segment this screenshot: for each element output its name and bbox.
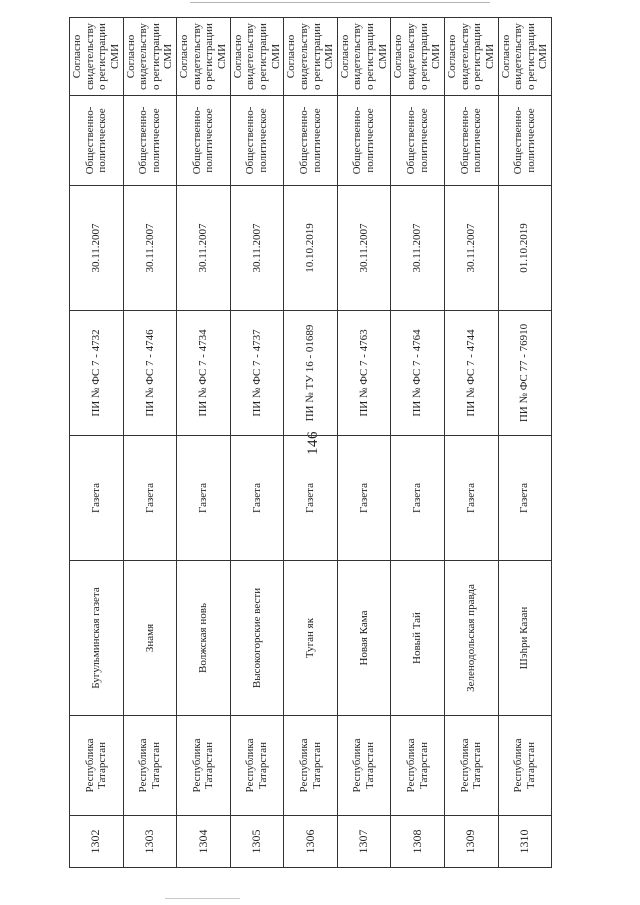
- registration-date-cell: 30.11.2007: [123, 186, 177, 311]
- table-row: [230, 18, 284, 868]
- region-cell: Республика Татарстан: [70, 716, 124, 816]
- registration-date-cell: 30.11.2007: [70, 186, 124, 311]
- topic-cell: Общественно-политическое: [123, 96, 177, 186]
- topic-cell: Общественно-политическое: [444, 96, 498, 186]
- region-cell: Республика Татарстан: [284, 716, 338, 816]
- registration-date-cell: 30.11.2007: [391, 186, 445, 311]
- publication-name-cell: Волжская новь: [177, 561, 231, 716]
- topic-cell: Общественно-политическое: [337, 96, 391, 186]
- table-body: [70, 18, 552, 868]
- registration-number-cell: ПИ № ФС 7 - 4737: [230, 311, 284, 436]
- registry-table-rotated: [69, 18, 550, 868]
- media-type-cell: Газета: [177, 436, 231, 561]
- media-type-cell: Газета: [444, 436, 498, 561]
- row-number: 1303: [123, 816, 177, 868]
- region-cell: Республика Татарстан: [123, 716, 177, 816]
- registration-date-cell: 10.10.2019: [284, 186, 338, 311]
- registration-date-cell: 30.11.2007: [444, 186, 498, 311]
- region-cell: Республика Татарстан: [177, 716, 231, 816]
- registration-number-cell: ПИ № ФС 7 - 4734: [177, 311, 231, 436]
- topic-cell: Общественно-политическое: [391, 96, 445, 186]
- media-type-cell: Газета: [284, 436, 338, 561]
- registration-number-cell: ПИ № ТУ 16 - 01689: [284, 311, 338, 436]
- table-row: [123, 18, 177, 868]
- media-type-cell: Газета: [70, 436, 124, 561]
- media-type-cell: Газета: [230, 436, 284, 561]
- row-number: 1310: [498, 816, 552, 868]
- bottom-edge-rule: [165, 898, 240, 899]
- row-number: 1302: [70, 816, 124, 868]
- registration-number-cell: ПИ № ФС 7 - 4763: [337, 311, 391, 436]
- media-type-cell: Газета: [337, 436, 391, 561]
- registration-date-cell: 01.10.2019: [498, 186, 552, 311]
- topic-cell: Общественно-политическое: [230, 96, 284, 186]
- media-type-cell: Газета: [391, 436, 445, 561]
- table-row: [337, 18, 391, 868]
- registration-number-cell: ПИ № ФС 77 - 76910: [498, 311, 552, 436]
- row-number: 1304: [177, 816, 231, 868]
- row-number: 1306: [284, 816, 338, 868]
- topic-cell: Общественно-политическое: [70, 96, 124, 186]
- registration-number-cell: ПИ № ФС 7 - 4732: [70, 311, 124, 436]
- region-cell: Республика Татарстан: [337, 716, 391, 816]
- registration-date-cell: 30.11.2007: [337, 186, 391, 311]
- row-number: 1308: [391, 816, 445, 868]
- publication-name-cell: Новый Тай: [391, 561, 445, 716]
- basis-cell: Согласно свидетельству о регистрации СМИ: [284, 18, 338, 96]
- publication-name-cell: Бугульминская газета: [70, 561, 124, 716]
- top-edge-rule: [190, 2, 490, 3]
- row-number: 1309: [444, 816, 498, 868]
- registration-date-cell: 30.11.2007: [177, 186, 231, 311]
- region-cell: Республика Татарстан: [230, 716, 284, 816]
- table-row: [498, 18, 552, 868]
- table-row: [391, 18, 445, 868]
- publication-name-cell: Высокогорские вести: [230, 561, 284, 716]
- region-cell: Республика Татарстан: [498, 716, 552, 816]
- table-row: [444, 18, 498, 868]
- registration-number-cell: ПИ № ФС 7 - 4744: [444, 311, 498, 436]
- registry-table: [69, 17, 552, 868]
- basis-cell: Согласно свидетельству о регистрации СМИ: [70, 18, 124, 96]
- publication-name-cell: Зеленодольская правда: [444, 561, 498, 716]
- table-row: [177, 18, 231, 868]
- publication-name-cell: Знамя: [123, 561, 177, 716]
- publication-name-cell: Шэhри Казан: [498, 561, 552, 716]
- page-number: 146: [305, 431, 321, 455]
- basis-cell: Согласно свидетельству о регистрации СМИ: [230, 18, 284, 96]
- basis-cell: Согласно свидетельству о регистрации СМИ: [444, 18, 498, 96]
- basis-cell: Согласно свидетельству о регистрации СМИ: [177, 18, 231, 96]
- registration-number-cell: ПИ № ФС 7 - 4764: [391, 311, 445, 436]
- table-row: [284, 18, 338, 868]
- topic-cell: Общественно-политическое: [498, 96, 552, 186]
- table-row: [70, 18, 124, 868]
- basis-cell: Согласно свидетельству о регистрации СМИ: [391, 18, 445, 96]
- basis-cell: Согласно свидетельству о регистрации СМИ: [123, 18, 177, 96]
- media-type-cell: Газета: [498, 436, 552, 561]
- publication-name-cell: Новая Кама: [337, 561, 391, 716]
- basis-cell: Согласно свидетельству о регистрации СМИ: [498, 18, 552, 96]
- registration-number-cell: ПИ № ФС 7 - 4746: [123, 311, 177, 436]
- topic-cell: Общественно-политическое: [177, 96, 231, 186]
- topic-cell: Общественно-политическое: [284, 96, 338, 186]
- basis-cell: Согласно свидетельству о регистрации СМИ: [337, 18, 391, 96]
- region-cell: Республика Татарстан: [391, 716, 445, 816]
- row-number: 1307: [337, 816, 391, 868]
- registration-date-cell: 30.11.2007: [230, 186, 284, 311]
- media-type-cell: Газета: [123, 436, 177, 561]
- row-number: 1305: [230, 816, 284, 868]
- region-cell: Республика Татарстан: [444, 716, 498, 816]
- publication-name-cell: Туган як: [284, 561, 338, 716]
